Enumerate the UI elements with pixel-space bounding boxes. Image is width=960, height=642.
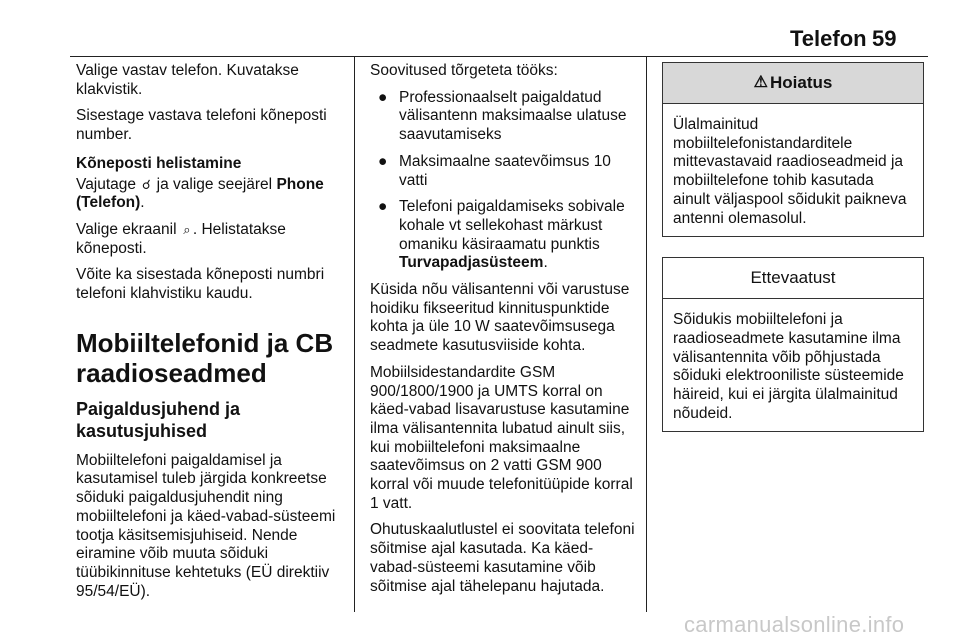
paragraph: Ohutuskaalutlustel ei soovitata telefoni sõitmise ajal kasutada. Ka käed-vabad-süsteemi kasutamine võib sõitmise ajal tähelepanu hajutada.: [370, 521, 635, 595]
warning-box: [662, 62, 924, 237]
column-right: [662, 62, 924, 452]
warning-header: [663, 63, 923, 104]
paragraph: Küsida nõu välisantenni või varustuse hoidiku fikseeritud kinnituspunktide kohta ja üle 10 W saatevõimsusega seadmete kasutusviiside kohta.: [370, 281, 630, 355]
caution-box: [662, 257, 924, 432]
list-item: ● Telefoni paigaldamiseks sobivale kohale vt sellekohast märkust omaniku käsiraamatu punktis Turvapadjasüsteem.: [378, 198, 625, 272]
caution-text: Sõidukis mobiiltelefoni ja raadioseadmete kasutamine ilma välisantennita võib põhjustada sõiduki elektrooniliste süsteemide häireid, kui ei järgita ülalmainitud nõudeid.: [673, 311, 904, 422]
paragraph: Sisestage vastava telefoni kõneposti number.: [76, 107, 327, 144]
paragraph: Mobiiltelefoni paigaldamisel ja kasutamisel tuleb järgida konkreetse sõiduki paigaldusjuhendit ning mobiiltelefoni ja käed-vabad-süsteemi tootja käsitsemisjuhiseid. Nende eiramine võib muuta sõiduki tüübikinnituse kehtetuks (EÜ direktiiv 95/54/EÜ).: [76, 451, 336, 600]
bullet-icon: ●: [378, 152, 388, 170]
column-middle: [370, 62, 635, 604]
subsection-heading: Paigaldusjuhend ja kasutusjuhised: [76, 398, 241, 441]
column-left: [76, 62, 346, 609]
bullet-icon: ●: [378, 198, 388, 216]
paragraph-intro: Soovitused tõrgeteta tööks:: [370, 62, 558, 79]
page-number: 59: [872, 26, 897, 51]
watermark: carmanualsonline.info: [684, 612, 905, 637]
column-divider-1: [354, 57, 355, 612]
bullet-icon: ●: [378, 88, 388, 106]
list-item: ● Maksimaalne saatevõimsus 10 vatti: [378, 152, 611, 189]
paragraph: Valige vastav telefon. Kuvatakse klakvistik.: [76, 62, 299, 98]
paragraph-select-voicemail: Valige ekraanil ⌕ . Helistatakse kõneposti.: [76, 220, 286, 257]
home-icon: ☌: [141, 176, 151, 192]
airbag-reference: Turvapadjasüsteem: [399, 254, 544, 272]
caution-title: Ettevaatust: [750, 267, 836, 287]
subheading-voicemail: Kõneposti helistamine: [76, 154, 242, 172]
phone-menu-label: Phone (Telefon): [76, 175, 324, 212]
list-item: ● Professionaalselt paigaldatud välisantenn maksimaalse ulatuse saavutamiseks: [378, 88, 627, 144]
warning-icon: ⚠: [753, 73, 768, 91]
column-divider-2: [646, 57, 647, 612]
header-rule: [70, 56, 928, 57]
paragraph-press-phone: Vajutage ☌ ja valige seejärel Phone (Telefon).: [76, 175, 324, 212]
voicemail-icon: ⌕: [183, 221, 191, 237]
paragraph: Mobiilsidestandardite GSM 900/1800/1900 ja UMTS korral on käed-vabad lisavarustuse kasutamine ilma välisantennita lubatud ainult siis, kui mobiiltelefoni maksimaalne saatevõimsus on 2 vatti GSM 900 korral või muude telefonitüüpide korral 1 vatt.: [370, 363, 633, 512]
recommendation-list: [370, 89, 635, 273]
paragraph: Võite ka sisestada kõneposti numbri telefoni klahvistiku kaudu.: [76, 266, 325, 303]
warning-text: Ülalmainitud mobiiltelefonistandarditele mittevastavaid raadioseadmeid ja mobiiltelefone tohib kasutada ainult väljaspool sõidukit paikneva antenni olemasolul.: [673, 116, 907, 227]
caution-header: [663, 258, 923, 299]
section-heading: Mobiiltelefonid ja CB raadioseadmed: [76, 327, 334, 388]
page-header: [0, 26, 960, 56]
section-title: Telefon: [790, 26, 867, 51]
warning-title: Hoiatus: [770, 72, 833, 92]
